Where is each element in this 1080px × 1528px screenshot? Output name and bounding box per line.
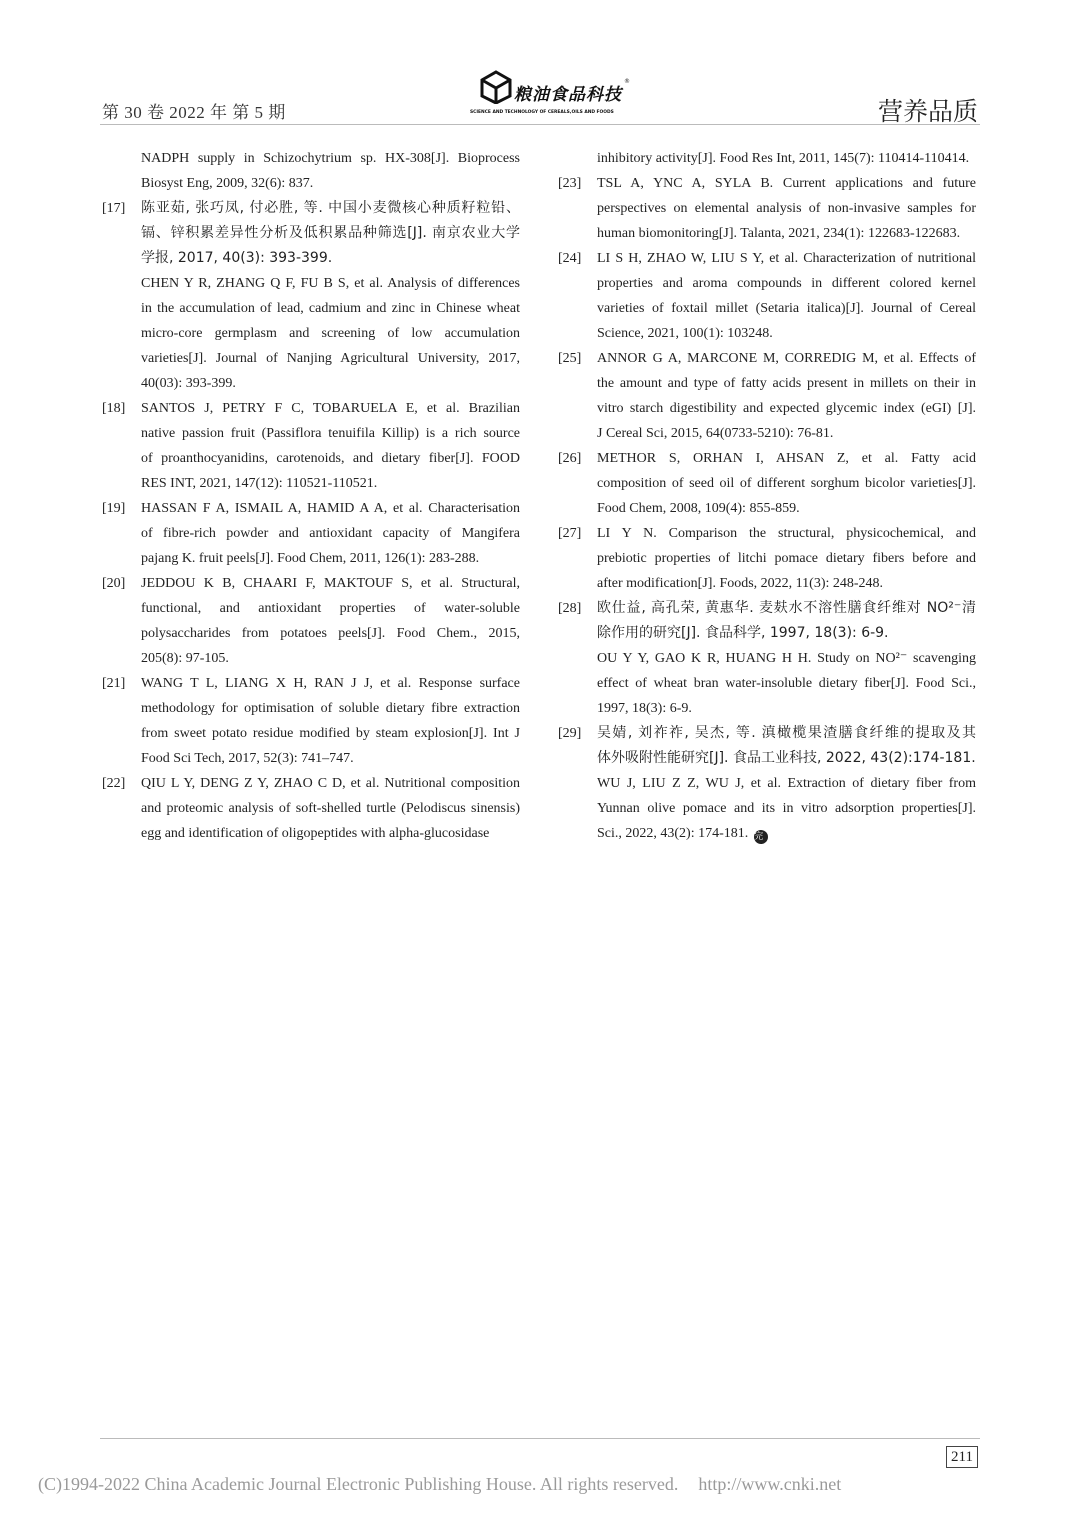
reference-line: native passion fruit (Passiflora tenuifila Killip) is a rich source xyxy=(141,426,520,441)
reference-line: human biomonitoring[J]. Talanta, 2021, 234(1): 122683-122683. xyxy=(597,226,961,241)
reference-line: in the accumulation of lead, cadmium and zinc in Chinese wheat xyxy=(141,301,520,316)
reference-line: of proanthocyanidins, carotenoids, and dietary fiber[J]. FOOD xyxy=(141,451,520,466)
reference-line: Food Chem, 2008, 109(4): 855-859. xyxy=(597,501,800,516)
cnki-url[interactable]: http://www.cnki.net xyxy=(698,1474,842,1494)
reference-line: Science, 2021, 100(1): 103248. xyxy=(597,326,773,341)
reference-entry xyxy=(558,171,976,246)
reference-line: 体外吸附性能研究[J]. 食品工业科技, 2022, 43(2):174-181. xyxy=(597,750,976,766)
reference-line: Sci., 2022, 43(2): 174-181. 完 xyxy=(597,821,976,846)
reference-line: egg and identification of oligopeptides with alpha-glucosidase xyxy=(141,826,490,841)
reference-line: from sweet potato residue modified by steam explosion[J]. Int J xyxy=(141,726,520,741)
reference-line: the amount and type of fatty acids present in millets on their in xyxy=(597,376,976,391)
references-left-column xyxy=(102,146,520,846)
reference-line: 学报, 2017, 40(3): 393-399. xyxy=(141,250,333,266)
reference-entry xyxy=(558,446,976,521)
reference-line: 镉、锌积累差异性分析及低积累品种筛选[J]. 南京农业大学 xyxy=(141,225,520,241)
reference-entry xyxy=(102,671,520,771)
reference-entry xyxy=(558,246,976,346)
reference-line: TSL A, YNC A, SYLA B. Current applications and future xyxy=(597,176,976,191)
reference-number: [25] xyxy=(558,351,582,366)
reference-line: functional, and antioxidant properties of water-soluble xyxy=(141,601,520,616)
reference-number: [27] xyxy=(558,526,582,541)
reference-entry xyxy=(102,496,520,571)
reference-line: LI S H, ZHAO W, LIU S Y, et al. Characterization of nutritional xyxy=(597,251,976,266)
reference-line: 除作用的研究[J]. 食品科学, 1997, 18(3): 6-9. xyxy=(597,625,889,641)
reference-number: [20] xyxy=(102,576,126,591)
reference-line: effect of wheat bran water-insoluble dietary fiber[J]. Food Sci., xyxy=(597,676,976,691)
reference-number: [19] xyxy=(102,501,126,516)
reference-line: JEDDOU K B, CHAARI F, MAKTOUF S, et al. Structural, xyxy=(141,576,520,591)
reference-line: Food Sci Tech, 2017, 52(3): 741–747. xyxy=(141,751,354,766)
reference-line: CHEN Y R, ZHANG Q F, FU B S, et al. Analysis of differences xyxy=(141,276,520,291)
reference-line: METHOR S, ORHAN I, AHSAN Z, et al. Fatty acid xyxy=(597,451,976,466)
reference-entry xyxy=(102,146,520,196)
reference-entry xyxy=(102,396,520,496)
reference-line: and proteomic analysis of soft-shelled turtle (Pelodiscus sinensis) xyxy=(141,801,520,816)
section-title: 营养品质 xyxy=(877,97,978,126)
reference-line: varieties of foxtail millet (Setaria italica)[J]. Journal of Cereal xyxy=(597,301,976,316)
reference-line: NADPH supply in Schizochytrium sp. HX-308[J]. Bioprocess xyxy=(141,151,520,166)
page-number: 211 xyxy=(946,1446,978,1468)
reference-number: [23] xyxy=(558,176,582,191)
copyright-text: (C)1994-2022 China Academic Journal Electronic Publishing House. All rights reserved. xyxy=(38,1474,679,1494)
reference-line: inhibitory activity[J]. Food Res Int, 2011, 145(7): 110414-110414. xyxy=(597,151,970,166)
reference-entry xyxy=(102,571,520,671)
reference-line: vitro starch digestibility and expected glycemic index (eGI) [J]. xyxy=(597,401,976,416)
reference-line: 40(03): 393-399. xyxy=(141,376,236,391)
reference-number: [26] xyxy=(558,451,582,466)
reference-line: WANG T L, LIANG X H, RAN J J, et al. Response surface xyxy=(141,676,520,691)
reference-line: after modification[J]. Foods, 2022, 11(3): 248-248. xyxy=(597,576,884,591)
reference-line: LI Y N. Comparison the structural, physicochemical, and xyxy=(597,526,976,541)
reference-line: perspectives on elemental analysis of non-invasive samples for xyxy=(597,201,976,216)
journal-logo xyxy=(470,70,650,118)
reference-number: [24] xyxy=(558,251,582,266)
end-mark-icon: 完 xyxy=(754,830,768,844)
reference-number: [17] xyxy=(102,201,126,216)
reference-number: [21] xyxy=(102,676,126,691)
reference-entry xyxy=(558,346,976,446)
reference-line: composition of seed oil of different sorghum bicolor varieties[J]. xyxy=(597,476,976,491)
reference-line: QIU L Y, DENG Z Y, ZHAO C D, et al. Nutritional composition xyxy=(141,776,520,791)
reference-line: varieties[J]. Journal of Nanjing Agricultural University, 2017, xyxy=(141,351,520,366)
reference-number: [18] xyxy=(102,401,126,416)
reference-line: properties and aroma compounds in different colored kernel xyxy=(597,276,976,291)
reference-line: Biosyst Eng, 2009, 32(6): 837. xyxy=(141,176,314,191)
references-right-column xyxy=(558,146,976,846)
reference-line: pajang K. fruit peels[J]. Food Chem, 2011, 126(1): 283-288. xyxy=(141,551,480,566)
reference-line: HASSAN F A, ISMAIL A, HAMID A A, et al. Characterisation xyxy=(141,501,520,516)
logo-subtitle: SCIENCE AND TECHNOLOGY OF CEREALS,OILS AND FOODS xyxy=(470,110,614,115)
reference-number: [28] xyxy=(558,601,582,616)
reference-line: ANNOR G A, MARCONE M, CORREDIG M, et al. Effects of xyxy=(597,351,976,366)
cube-logo-icon xyxy=(480,70,512,104)
reference-line: RES INT, 2021, 147(12): 110521-110521. xyxy=(141,476,378,491)
copyright-notice xyxy=(38,1474,841,1495)
logo-title: 粮油食品科技 xyxy=(514,85,622,105)
reference-entry xyxy=(558,521,976,596)
reference-line: 205(8): 97-105. xyxy=(141,651,229,666)
reference-line: micro-core germplasm and screening of low accumulation xyxy=(141,326,520,341)
reference-line: 1997, 18(3): 6-9. xyxy=(597,701,692,716)
reference-line: polysaccharides from potatoes peels[J]. Food Chem., 2015, xyxy=(141,626,520,641)
reference-line: Yunnan olive pomace and its in vitro adsorption properties[J]. xyxy=(597,801,976,816)
reference-line: WU J, LIU Z Z, WU J, et al. Extraction of dietary fiber from xyxy=(597,776,976,791)
reference-line: SANTOS J, PETRY F C, TOBARUELA E, et al. Brazilian xyxy=(141,401,520,416)
reference-line: 陈亚茹, 张巧凤, 付必胜, 等. 中国小麦微核心种质籽粒铅、 xyxy=(141,200,520,216)
reference-line: 欧仕益, 高孔荣, 黄惠华. 麦麸水不溶性膳食纤维对 NO²⁻清 xyxy=(597,600,976,616)
reference-line: 吴婧, 刘祚祚, 吴杰, 等. 滇橄榄果渣膳食纤维的提取及其 xyxy=(597,725,976,741)
reference-entry xyxy=(558,146,976,171)
reference-entry xyxy=(558,721,976,846)
issue-info: 第 30 卷 2022 年 第 5 期 xyxy=(102,103,286,122)
reference-entry xyxy=(102,771,520,846)
reference-line: of fibre-rich powder and antioxidant capacity of Mangifera xyxy=(141,526,520,541)
logo-registered-mark: ® xyxy=(624,78,630,85)
reference-number: [29] xyxy=(558,726,582,741)
reference-line: methodology for optimisation of soluble dietary fibre extraction xyxy=(141,701,520,716)
reference-line: J Cereal Sci, 2015, 64(0733-5210): 76-81. xyxy=(597,426,834,441)
header-divider xyxy=(100,124,980,125)
reference-line: prebiotic properties of litchi pomace dietary fibers before and xyxy=(597,551,976,566)
reference-entry xyxy=(102,196,520,396)
footer-divider xyxy=(100,1438,980,1439)
reference-number: [22] xyxy=(102,776,126,791)
reference-line: OU Y Y, GAO K R, HUANG H H. Study on NO²⁻ scavenging xyxy=(597,651,976,666)
reference-entry xyxy=(558,596,976,721)
